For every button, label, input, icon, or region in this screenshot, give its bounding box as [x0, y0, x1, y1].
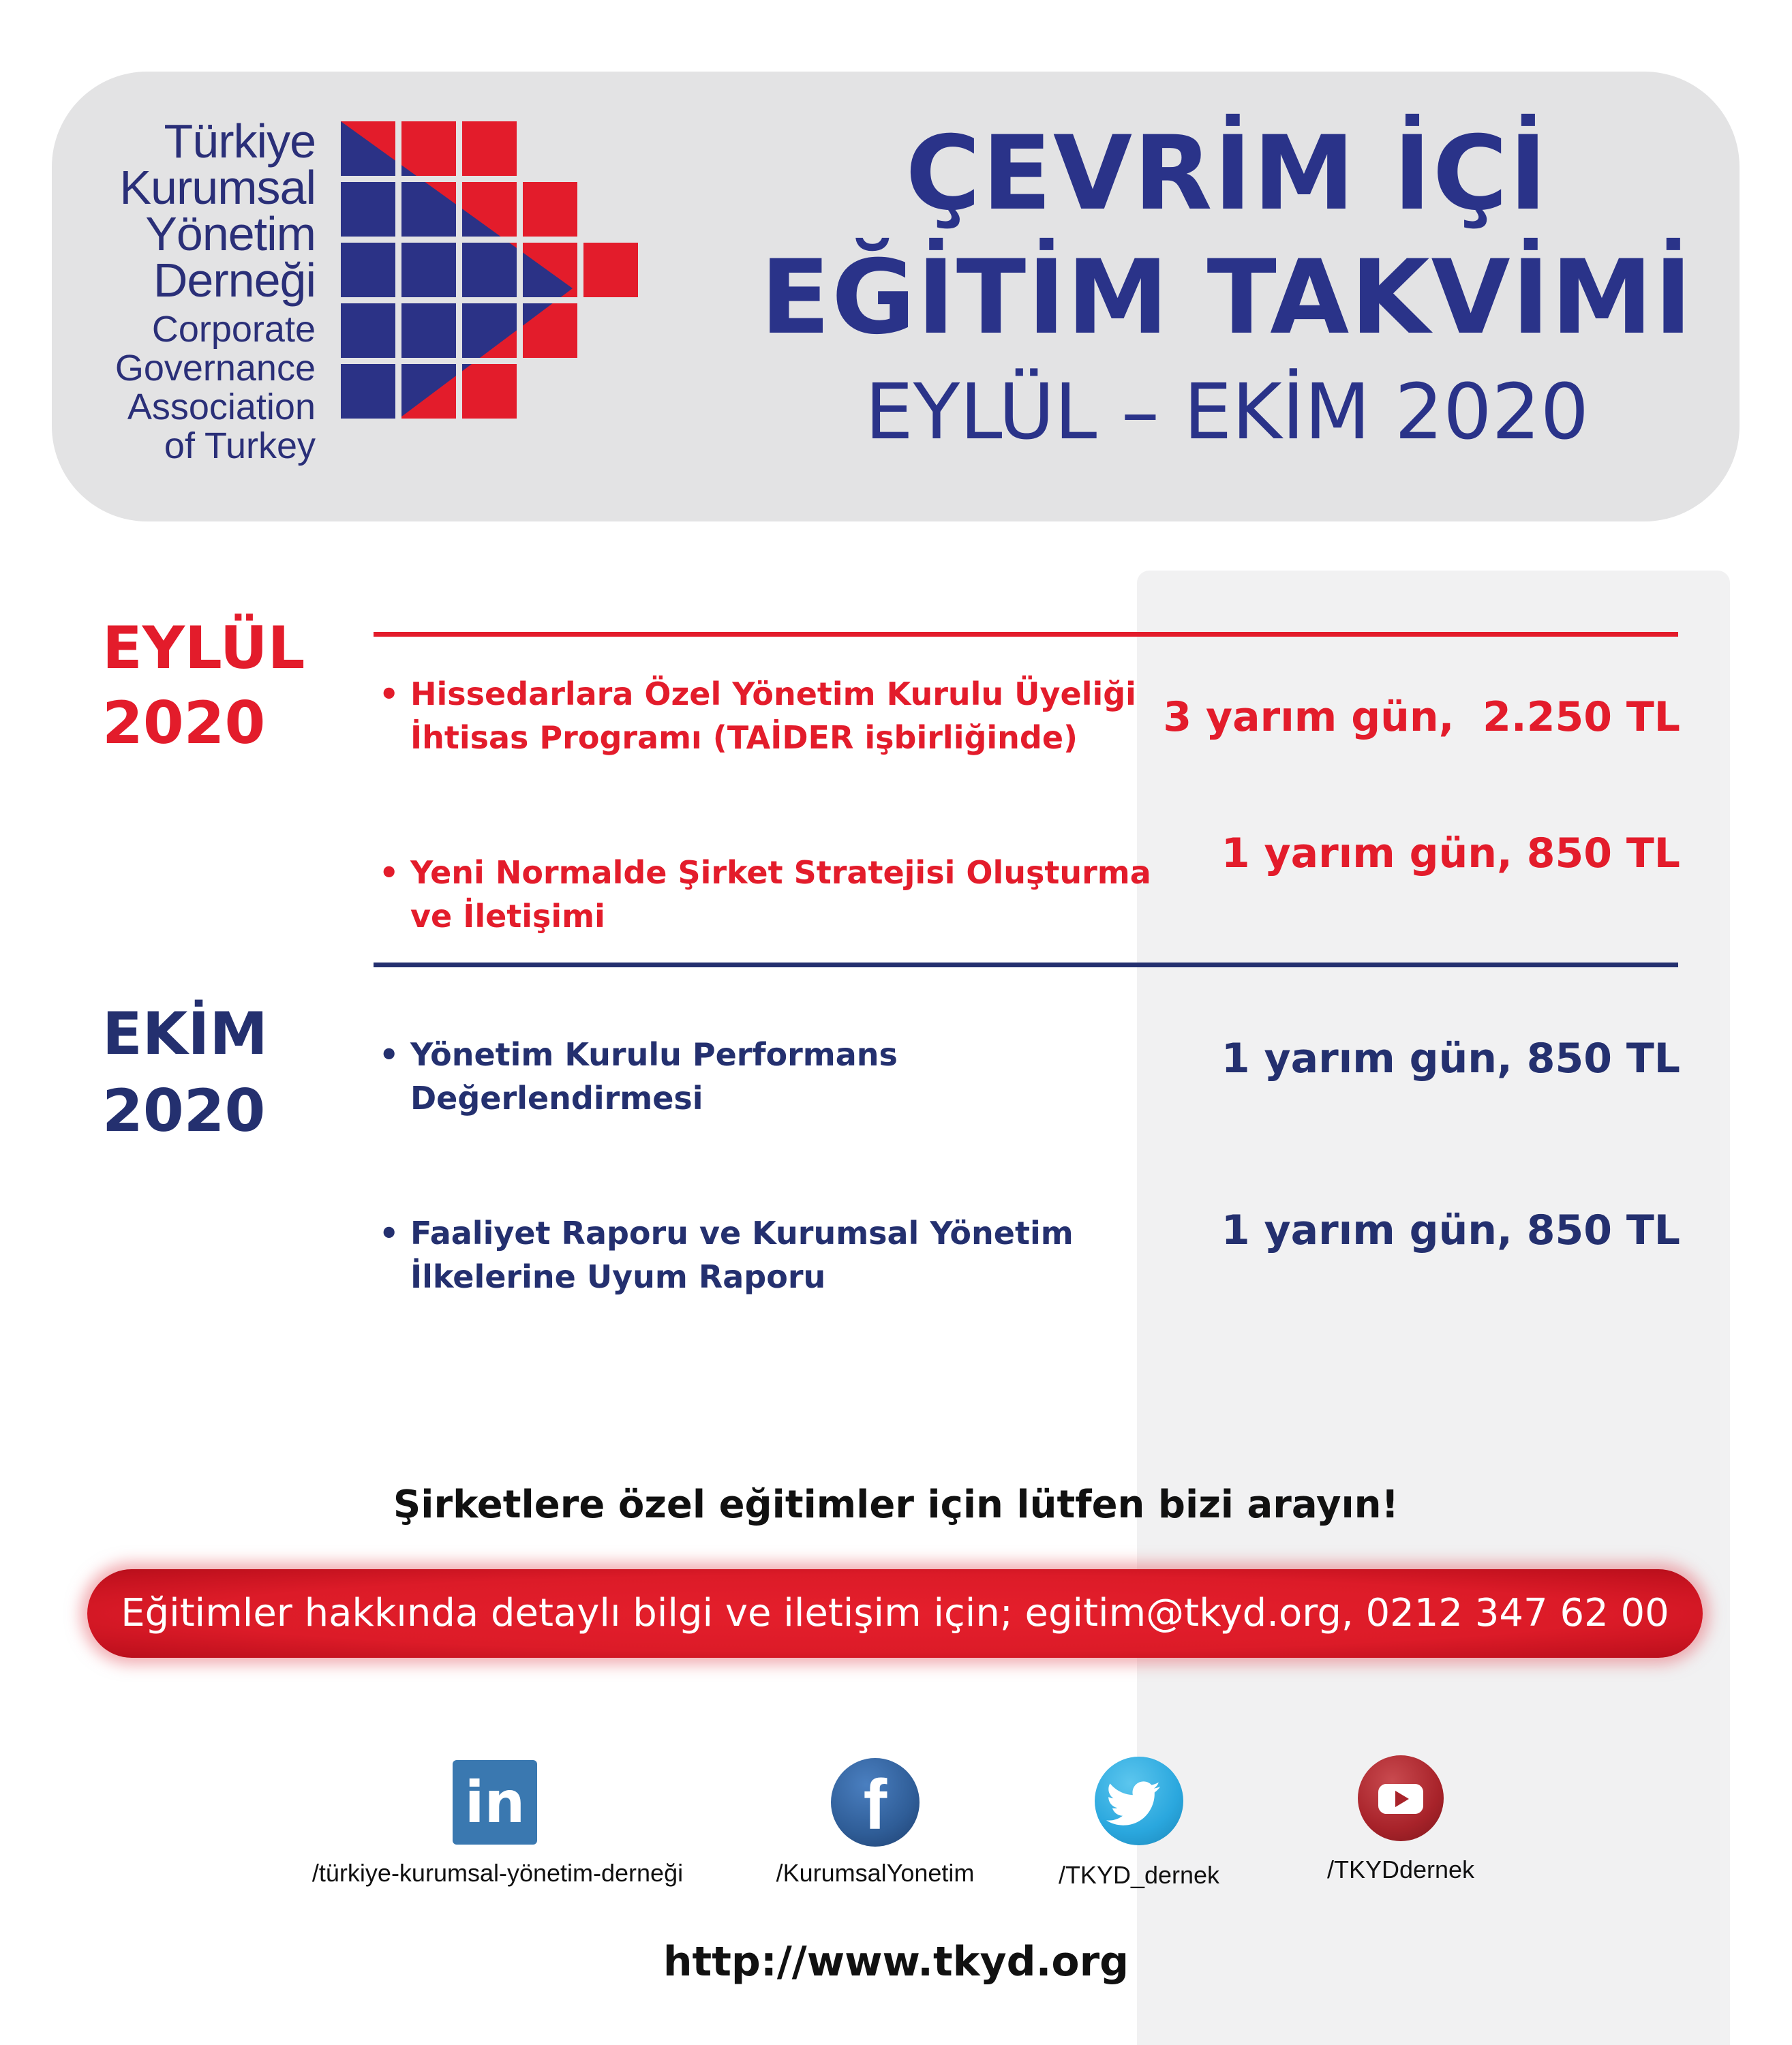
twitter-icon[interactable]	[1095, 1757, 1183, 1845]
logo-text-line: Kurumsal	[119, 161, 316, 214]
logo-text-line: of Turkey	[164, 425, 316, 466]
bullet-icon: •	[379, 1036, 399, 1073]
course-title-cont: İlkelerine Uyum Raporu	[410, 1258, 826, 1295]
logo-square	[341, 182, 395, 237]
logo-square	[523, 182, 577, 237]
section-divider-navy	[374, 963, 1678, 967]
month-label-september: EYLÜL	[102, 614, 305, 682]
course-title: Yeni Normalde Şirket Stratejisi Oluşturma	[410, 854, 1151, 891]
logo-square	[341, 364, 395, 419]
year-label-october: 2020	[102, 1077, 266, 1145]
logo-text-line: Derneği	[153, 254, 316, 307]
linkedin-icon[interactable]	[453, 1760, 537, 1845]
bullet-icon: •	[379, 854, 399, 891]
logo-square	[401, 243, 456, 297]
logo-text-line: Corporate	[151, 309, 316, 350]
course-price: 1 yarım gün, 850 TL	[1221, 1207, 1680, 1254]
youtube-play-icon	[1358, 1755, 1444, 1841]
logo-square	[341, 243, 395, 297]
logo-square	[462, 364, 517, 419]
cta-text: Şirketlere özel eğitimler için lütfen bizi arayın!	[393, 1483, 1399, 1527]
logo-text-line: Türkiye	[164, 115, 316, 168]
logo-square	[401, 121, 456, 176]
social-handle-facebook[interactable]: /KurumsalYonetim	[776, 1859, 975, 1887]
course-title-cont: ve İletişimi	[410, 898, 605, 935]
logo-text-line: Governance	[115, 348, 316, 389]
course-price: 1 yarım gün, 850 TL	[1221, 1035, 1680, 1082]
course-price: 3 yarım gün, 2.250 TL	[1163, 693, 1680, 741]
tkyd-logo-mark	[341, 121, 654, 462]
contact-info[interactable]: Eğitimler hakkında detaylı bilgi ve iletişim için; egitim@tkyd.org, 0212 347 62 00	[121, 1591, 1669, 1635]
course-title-cont: İhtisas Programı (TAİDER işbirliğinde)	[410, 719, 1078, 756]
course-item	[376, 851, 1160, 938]
course-price: 1 yarım gün, 850 TL	[1221, 830, 1680, 877]
course-title: Yönetim Kurulu Performans	[410, 1036, 898, 1073]
course-title: Hissedarlara Özel Yönetim Kurulu Üyeliği	[410, 676, 1136, 712]
course-item	[376, 672, 1160, 759]
social-handle-youtube[interactable]: /TKYDdernek	[1326, 1855, 1475, 1883]
logo-square	[583, 243, 638, 297]
facebook-icon[interactable]	[831, 1758, 920, 1847]
website-link[interactable]: http://www.tkyd.org	[663, 1938, 1129, 1986]
course-title-cont: Değerlendirmesi	[410, 1080, 703, 1117]
twitter-bird-icon	[1095, 1757, 1183, 1845]
page-title-line2: EĞİTİM TAKVİMİ	[760, 239, 1694, 357]
year-label-september: 2020	[102, 689, 266, 757]
logo-square	[462, 121, 517, 176]
logo-text-line: Yönetim	[145, 207, 316, 260]
month-label-october: EKİM	[102, 1000, 268, 1068]
bullet-icon: •	[379, 676, 399, 712]
linkedin-glyph: in	[464, 1769, 526, 1836]
section-divider-red	[374, 632, 1678, 637]
youtube-icon[interactable]	[1358, 1755, 1444, 1841]
logo-text-line: Association	[127, 387, 316, 427]
social-handle-twitter[interactable]: /TKYD_dernek	[1058, 1861, 1220, 1889]
page-subtitle: EYLÜL – EKİM 2020	[864, 368, 1590, 457]
course-item	[376, 1033, 1160, 1120]
course-item	[376, 1211, 1160, 1299]
page-title: ÇEVRİM İÇİ	[905, 115, 1549, 233]
logo-square	[462, 243, 517, 297]
facebook-glyph: f	[863, 1766, 887, 1845]
social-handle-linkedin[interactable]: /türkiye-kurumsal-yönetim-derneği	[312, 1859, 684, 1887]
logo-square	[401, 303, 456, 358]
bullet-icon: •	[379, 1215, 399, 1252]
course-title: Faaliyet Raporu ve Kurumsal Yönetim	[410, 1215, 1074, 1252]
logo-square	[341, 303, 395, 358]
